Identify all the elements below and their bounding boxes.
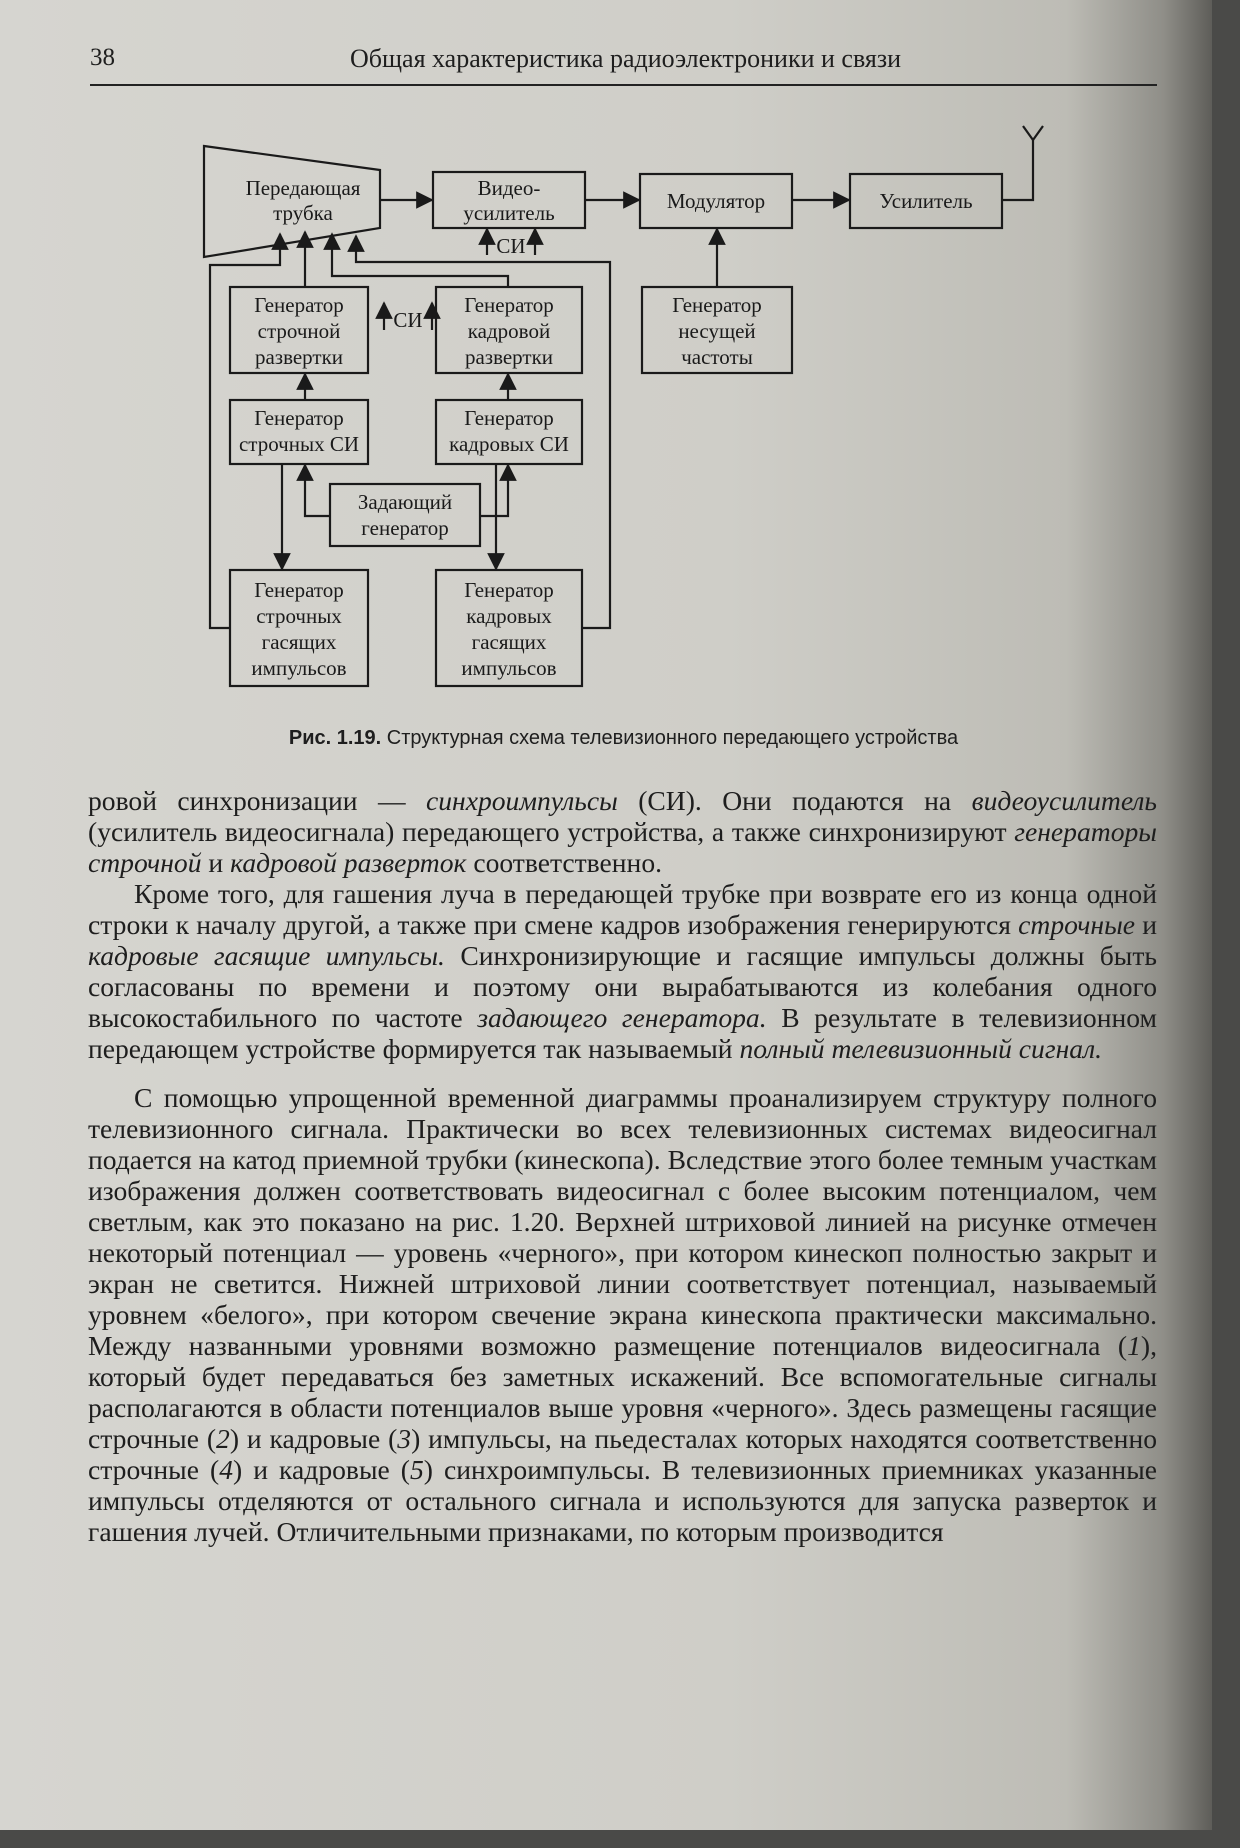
line-scan-label-3: развертки — [254, 345, 344, 369]
emphasis-run: кадровой разверток — [230, 847, 467, 878]
figure-label: Рис. 1.19. — [288, 727, 382, 749]
frame-blank-label-3: гасящих — [471, 630, 547, 654]
tube-label-2: трубка — [273, 201, 333, 225]
frame-blank-label-2: кадровых — [466, 604, 552, 628]
frame-sync-label-2: кадровых СИ — [449, 432, 569, 456]
text-run: Кроме того, для гашения луча в передающей трубке при возврате его из конца одной строки к началу другой, а также при смене кадров изображения генерируются — [88, 878, 1157, 940]
emphasis-run: 3 — [397, 1423, 412, 1454]
emphasis-run: задающего генератора. — [477, 1002, 767, 1033]
line-blank-label-4: импульсов — [251, 656, 347, 680]
emphasis-run: генераторы строчной — [88, 816, 1157, 878]
block-diagram — [0, 0, 1212, 720]
line-sync-label-1: Генератор — [254, 406, 344, 430]
master-label-2: генератор — [361, 516, 449, 540]
emphasis-run: 5 — [409, 1454, 424, 1485]
text-run: Синхронизирующие и гасящие импульсы должны быть согласованы по времени и поэтому они вырабатываются из колебания одного высокостабильного по частоте — [88, 940, 1157, 1033]
paragraph-3 — [88, 1082, 1157, 1547]
frame-scan-label-2: кадровой — [467, 319, 551, 343]
tube-label-1: Передающая — [245, 176, 361, 200]
paragraph-1 — [88, 785, 1157, 878]
emphasis-run: полный телевизионный сигнал. — [739, 1033, 1103, 1064]
running-title: Общая характеристика радиоэлектроники и связи — [350, 44, 902, 73]
emphasis-run: видеоусилитель — [971, 785, 1157, 816]
text-run: ), который будет передаваться без заметных искажений. Все вспомогательные сигналы располагаются в области потенциалов выше уровня «черного». Здесь размещены гасящие строчные ( — [88, 1330, 1157, 1454]
emphasis-run: 2 — [216, 1423, 230, 1454]
carrier-label-1: Генератор — [672, 293, 762, 317]
line-blank-label-1: Генератор — [254, 578, 344, 602]
text-run: соответственно. — [466, 847, 663, 878]
frame-scan-label-3: развертки — [464, 345, 554, 369]
si-video-label: СИ — [496, 234, 526, 258]
body-text — [88, 785, 1157, 1547]
text-run: ) и кадровые ( — [229, 1423, 398, 1454]
line-blank-label-2: строчных — [256, 604, 342, 628]
figure-caption — [90, 727, 1157, 750]
text-run: (СИ). Они подаются на — [617, 785, 972, 816]
frame-sync-label-1: Генератор — [464, 406, 554, 430]
page-number: 38 — [90, 44, 115, 71]
carrier-label-2: несущей — [678, 319, 756, 343]
text-run: и — [201, 847, 231, 878]
modulator-label: Модулятор — [666, 189, 766, 213]
line-blank-label-3: гасящих — [261, 630, 337, 654]
amplifier-label: Усилитель — [879, 189, 973, 213]
paragraph-2 — [88, 878, 1157, 1064]
text-run: В результате в телевизионном передающем устройстве формируется так называемый — [88, 1002, 1157, 1064]
figure-caption-text: Структурная схема телевизионного передающего устройства — [381, 727, 959, 749]
emphasis-run: синхроимпульсы — [425, 785, 618, 816]
text-run: ) синхроимпульсы. В телевизионных приемниках указанные импульсы отделяются от остального сигнала и используются для запуска разверток и гашения лучей. Отличительными признаками, по которым производится — [88, 1454, 1157, 1547]
emphasis-run: 1 — [1127, 1330, 1141, 1361]
frame-scan-label-1: Генератор — [464, 293, 554, 317]
carrier-label-3: частоты — [681, 345, 753, 369]
text-run: ) импульсы, на пьедесталах которых находятся соответственно строчные ( — [88, 1423, 1158, 1485]
emphasis-run: 4 — [219, 1454, 233, 1485]
line-scan-label-1: Генератор — [254, 293, 344, 317]
video-label-1: Видео- — [477, 176, 541, 200]
emphasis-run: кадровые гасящие импульсы. — [88, 940, 445, 971]
emphasis-run: строчные — [1018, 909, 1135, 940]
text-run: (усилитель видеосигнала) передающего устройства, а также синхронизируют — [88, 816, 1015, 847]
text-run: и — [1135, 909, 1157, 940]
text-run: С помощью упрощенной временной диаграммы проанализируем структуру полного телевизионного сигнала. Практически во всех телевизионных системах видеосигнал подается на катод приемной трубки (кинескопа). Вследствие этого более темным участкам изображения должен соответствовать видеосигнал с более высоким потенциалом, чем светлым, как это показано на рис. 1.20. Верхней штриховой линией на рисунке отмечен некоторый потенциал — уровень «черного», при котором кинескоп полностью закрыт и экран не светится. Нижней штриховой линии соответствует потенциал, называемый уровнем «белого», при котором свечение экрана кинескопа практически максимально. Между названными уровнями возможно размещение потенциалов видеосигнала ( — [88, 1082, 1157, 1361]
line-sync-label-2: строчных СИ — [238, 432, 360, 456]
frame-blank-label-4: импульсов — [461, 656, 557, 680]
text-run: ) и кадровые ( — [233, 1454, 410, 1485]
si-scan-label: СИ — [393, 308, 423, 332]
video-label-2: усилитель — [463, 201, 555, 225]
text-run: ровой синхронизации — — [88, 785, 426, 816]
frame-blank-label-1: Генератор — [464, 578, 554, 602]
line-scan-label-2: строчной — [257, 319, 341, 343]
master-label-1: Задающий — [357, 490, 453, 514]
